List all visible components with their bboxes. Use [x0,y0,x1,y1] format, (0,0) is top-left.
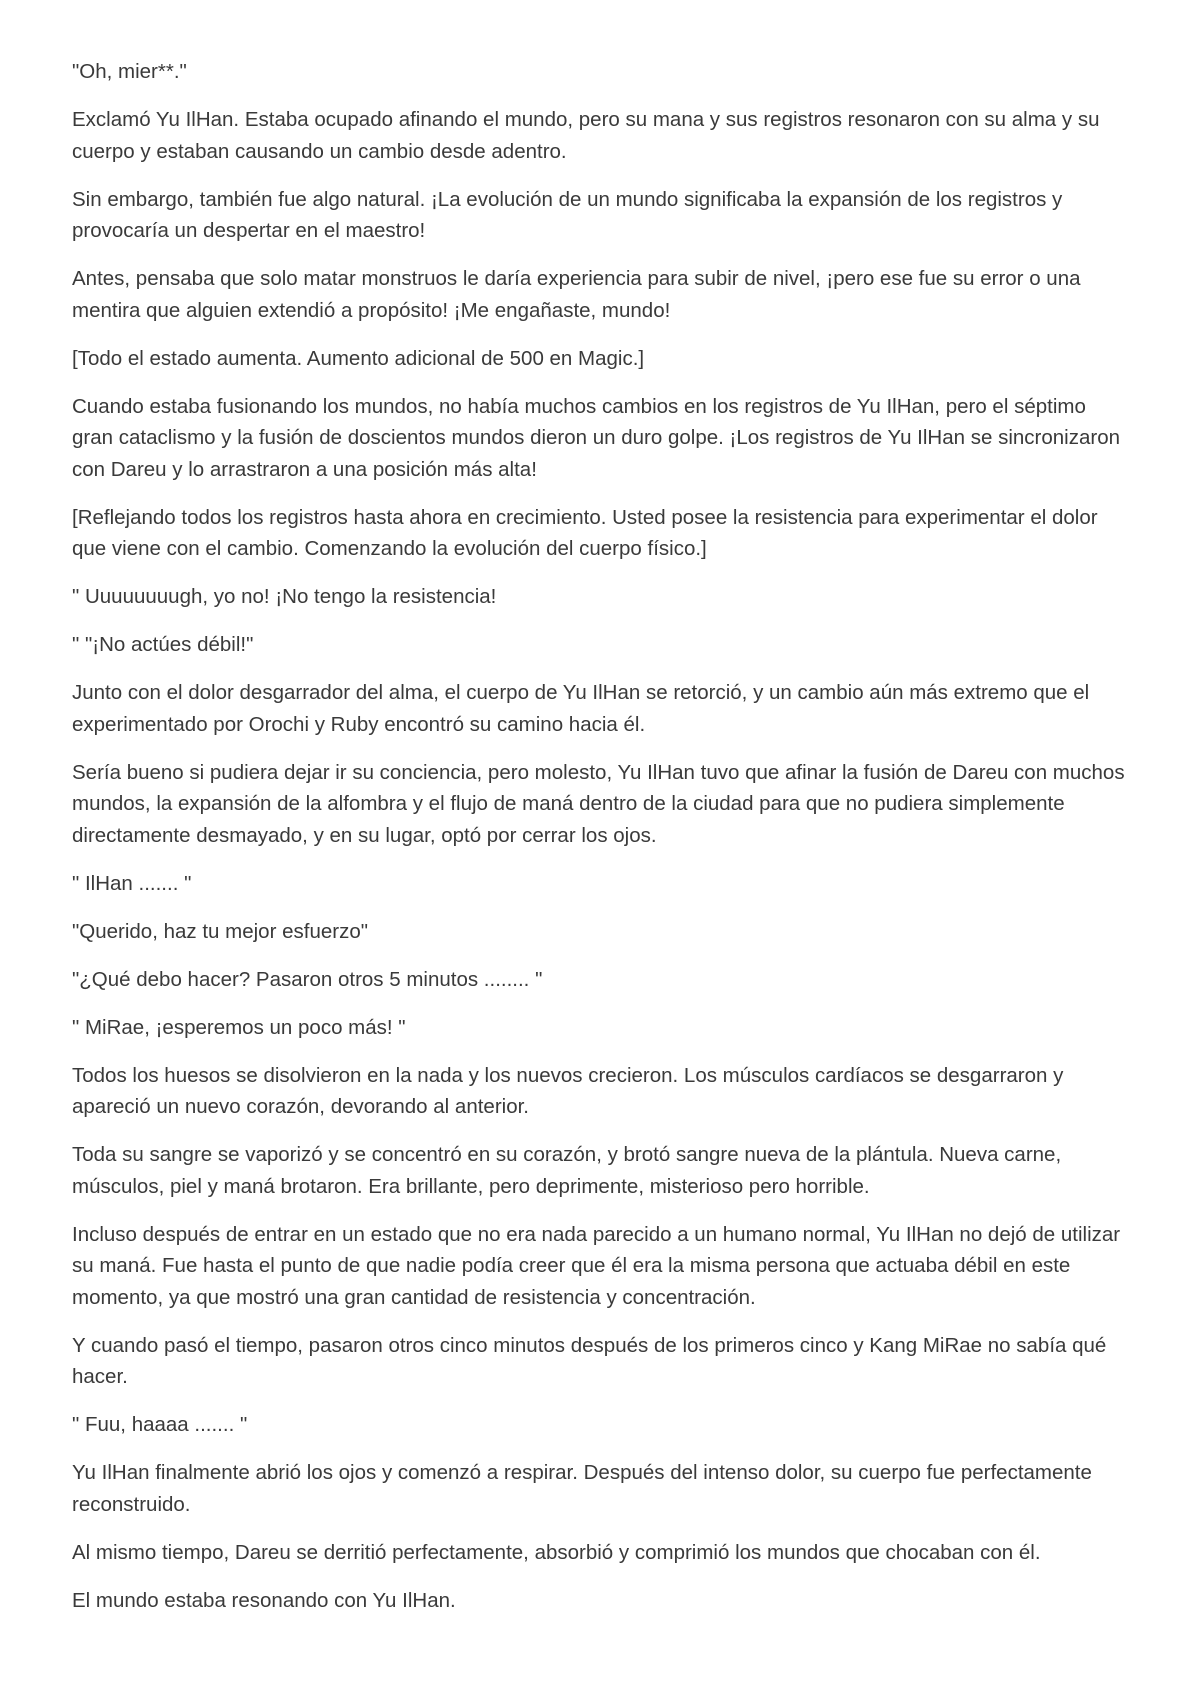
dialogue-line: " IlHan ....... " [72,871,192,895]
document-body [72,56,1132,1633]
paragraph: "Oh, mier**." [72,60,187,83]
paragraph: Y cuando pasó el tiempo, pasaron otros cinco minutos después de los primeros cinco y Kang MiRae no sabía qué hacer. [72,1333,1107,1388]
paragraph: Al mismo tiempo, Dareu se derritió perfectamente, absorbió y comprimió los mundos que chocaban con él. [72,1540,1041,1564]
dialogue-line: " "¡No actúes débil!" [72,633,254,656]
paragraph: El mundo estaba resonando con Yu IlHan. [72,1588,456,1612]
dialogue-line: "¿Qué debo hacer? Pasaron otros 5 minutos ........ " [72,967,543,991]
paragraph: Junto con el dolor desgarrador del alma, el cuerpo de Yu IlHan se retorció, y un cambio aún más extremo que el experimentado por Orochi y Ruby encontró su camino hacia él. [72,681,1090,736]
dialogue-line: "Querido, haz tu mejor esfuerzo" [72,919,368,943]
dialogue-line: " MiRae, ¡esperemos un poco más! " [72,1015,406,1039]
dialogue-line: " Fuu, haaaa ....... " [72,1413,248,1436]
paragraph: Incluso después de entrar en un estado que no era nada parecido a un humano normal, Yu IlHan no dejó de utilizar su maná. Fue hasta el punto de que nadie podía creer que él era la misma persona que actuaba débil en este momento, ya que mostró una gran cantidad de resistencia y concentración. [72,1222,1121,1309]
paragraph: Exclamó Yu IlHan. Estaba ocupado afinando el mundo, pero su mana y sus registros resonaron con su alma y su cuerpo y estaban causando un cambio desde adentro. [72,108,1100,163]
paragraph: Toda su sangre se vaporizó y se concentró en su corazón, y brotó sangre nueva de la plántula. Nueva carne, músculos, piel y maná brotaron. Era brillante, pero deprimente, misterioso pero horrible. [72,1143,1062,1198]
paragraph: Sin embargo, también fue algo natural. ¡La evolución de un mundo significaba la expansión de los registros y provocaría un despertar en el maestro! [72,187,1063,242]
paragraph: Sería bueno si pudiera dejar ir su conciencia, pero molesto, Yu IlHan tuvo que afinar la fusión de Dareu con muchos mundos, la expansión de la alfombra y el flujo de maná dentro de la ciudad para que no pudiera simplemente directamente desmayado, y en su lugar, optó por cerrar los ojos. [72,760,1125,847]
dialogue-line: " Uuuuuuuugh, yo no! ¡No tengo la resistencia! [72,585,497,608]
paragraph: Todos los huesos se disolvieron en la nada y los nuevos crecieron. Los músculos cardíacos se desgarraron y apareció un nuevo corazón, devorando al anterior. [72,1063,1064,1118]
paragraph: Antes, pensaba que solo matar monstruos le daría experiencia para subir de nivel, ¡pero ese fue su error o una mentira que alguien extendió a propósito! ¡Me engañaste, mundo! [72,267,1081,322]
paragraph: Yu IlHan finalmente abrió los ojos y comenzó a respirar. Después del intenso dolor, su cuerpo fue perfectamente reconstruido. [72,1461,1092,1516]
system-message: [Todo el estado aumenta. Aumento adicional de 500 en Magic.] [72,346,645,370]
paragraph: Cuando estaba fusionando los mundos, no había muchos cambios en los registros de Yu IlHan, pero el séptimo gran cataclismo y la fusión de doscientos mundos dieron un duro golpe. ¡Los registros de Yu IlHan se sincronizaron con Dareu y lo arrastraron a una posición más alta! [72,394,1120,481]
system-message: [Reflejando todos los registros hasta ahora en crecimiento. Usted posee la resistencia para experimentar el dolor que viene con el cambio. Comenzando la evolución del cuerpo físico.] [72,505,1098,560]
